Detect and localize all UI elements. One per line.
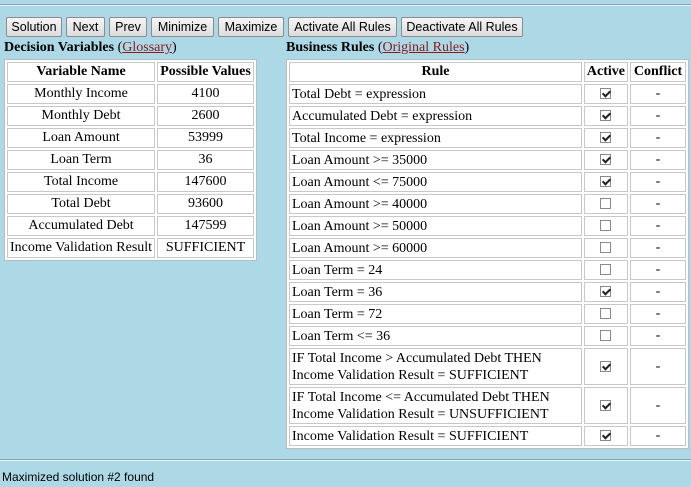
rule-conflict-cell: - bbox=[630, 304, 686, 324]
rule-active-cell bbox=[584, 387, 628, 424]
variable-value-cell: SUFFICIENT bbox=[157, 238, 254, 258]
decision-variables-heading: Decision Variables (Glossary) bbox=[4, 40, 177, 55]
rule-active-checkbox[interactable] bbox=[600, 242, 611, 253]
rule-conflict-cell: - bbox=[630, 128, 686, 148]
variable-row bbox=[7, 172, 254, 192]
rule-row bbox=[289, 304, 686, 324]
rule-text-cell bbox=[289, 172, 582, 192]
variable-name-cell: Accumulated Debt bbox=[7, 216, 155, 236]
rule-text-cell bbox=[289, 216, 582, 236]
rule-conflict-cell: - bbox=[630, 172, 686, 192]
rule-active-checkbox[interactable] bbox=[600, 132, 611, 143]
rule-row bbox=[289, 84, 686, 104]
variable-row bbox=[7, 194, 254, 214]
bottom-divider bbox=[0, 459, 691, 461]
rule-active-cell bbox=[584, 348, 628, 385]
rule-active-checkbox[interactable] bbox=[600, 176, 611, 187]
rule-text-line: Loan Amount <= 75000 bbox=[292, 174, 428, 190]
rule-active-checkbox[interactable] bbox=[600, 330, 611, 341]
rule-active-checkbox[interactable] bbox=[600, 286, 611, 297]
variable-row bbox=[7, 128, 254, 148]
rule-text-line: Total Debt = expression bbox=[292, 86, 427, 102]
rule-text-line: Income Validation Result = SUFFICIENT bbox=[292, 428, 529, 444]
rule-active-cell bbox=[584, 84, 628, 104]
rule-conflict-cell: - bbox=[630, 426, 686, 446]
variable-row bbox=[7, 238, 254, 258]
next-button[interactable]: Next bbox=[66, 17, 105, 37]
rule-text-cell bbox=[289, 260, 582, 280]
rule-text-line: Income Validation Result = SUFFICIENT bbox=[292, 367, 529, 383]
rule-row bbox=[289, 194, 686, 214]
prev-button[interactable]: Prev bbox=[109, 17, 147, 37]
rule-active-cell bbox=[584, 106, 628, 126]
rule-row bbox=[289, 238, 686, 258]
rule-active-cell bbox=[584, 128, 628, 148]
variable-name-cell: Monthly Income bbox=[7, 84, 155, 104]
rule-conflict-cell: - bbox=[630, 216, 686, 236]
rule-text-line: Loan Term = 72 bbox=[292, 306, 383, 322]
top-divider bbox=[0, 4, 691, 6]
rule-active-cell bbox=[584, 194, 628, 214]
rule-text-line: Loan Amount >= 60000 bbox=[292, 240, 428, 256]
rule-text-line: Loan Term <= 36 bbox=[292, 328, 391, 344]
rule-conflict-cell: - bbox=[630, 194, 686, 214]
rule-conflict-cell: - bbox=[630, 84, 686, 104]
variable-row bbox=[7, 150, 254, 170]
rule-text-cell bbox=[289, 150, 582, 170]
rule-row bbox=[289, 426, 686, 446]
rule-text-cell bbox=[289, 387, 582, 424]
rule-active-checkbox[interactable] bbox=[600, 308, 611, 319]
rule-active-checkbox[interactable] bbox=[600, 88, 611, 99]
rule-conflict-cell: - bbox=[630, 238, 686, 258]
deactivate-all-rules-button[interactable]: Deactivate All Rules bbox=[401, 17, 523, 37]
rule-active-checkbox[interactable] bbox=[600, 361, 611, 372]
rule-active-cell bbox=[584, 150, 628, 170]
rule-row bbox=[289, 216, 686, 236]
solution-button[interactable]: Solution bbox=[6, 17, 62, 37]
rule-text-line: Loan Amount >= 40000 bbox=[292, 196, 428, 212]
rule-text-line: Loan Term = 24 bbox=[292, 262, 383, 278]
rule-active-cell bbox=[584, 238, 628, 258]
variable-value-cell: 147600 bbox=[157, 172, 254, 192]
rule-row bbox=[289, 106, 686, 126]
rule-row bbox=[289, 172, 686, 192]
rule-conflict-cell: - bbox=[630, 282, 686, 302]
variable-value-cell: 36 bbox=[157, 150, 254, 170]
glossary-link[interactable]: Glossary bbox=[122, 40, 173, 55]
rule-text-cell bbox=[289, 194, 582, 214]
rule-text-line: Income Validation Result = UNSUFFICIENT bbox=[292, 406, 549, 422]
rule-active-checkbox[interactable] bbox=[600, 400, 611, 411]
rule-active-cell bbox=[584, 304, 628, 324]
variable-value-cell: 93600 bbox=[157, 194, 254, 214]
rule-text-cell bbox=[289, 326, 582, 346]
rule-conflict-cell: - bbox=[630, 326, 686, 346]
rule-header: Rule bbox=[289, 62, 582, 82]
rule-text-cell bbox=[289, 348, 582, 385]
rule-text-cell bbox=[289, 128, 582, 148]
rule-text-cell bbox=[289, 238, 582, 258]
rule-text-line: Total Income = expression bbox=[292, 130, 441, 146]
variable-row bbox=[7, 106, 254, 126]
rule-active-checkbox[interactable] bbox=[600, 220, 611, 231]
rule-row bbox=[289, 260, 686, 280]
rule-active-checkbox[interactable] bbox=[600, 154, 611, 165]
rule-conflict-cell: - bbox=[630, 348, 686, 385]
rule-active-cell bbox=[584, 172, 628, 192]
rule-text-line: Loan Term = 36 bbox=[292, 284, 383, 300]
decision-variables-title: Decision Variables bbox=[4, 40, 115, 55]
variable-row bbox=[7, 84, 254, 104]
rule-row bbox=[289, 348, 686, 385]
rule-active-checkbox[interactable] bbox=[600, 430, 611, 441]
rule-text-line: Loan Amount >= 35000 bbox=[292, 152, 428, 168]
variable-value-cell: 53999 bbox=[157, 128, 254, 148]
active-header: Active bbox=[584, 62, 628, 82]
rule-active-cell bbox=[584, 282, 628, 302]
rule-text-cell bbox=[289, 106, 582, 126]
original-rules-link[interactable]: Original Rules bbox=[382, 40, 465, 55]
variable-name-header: Variable Name bbox=[7, 62, 155, 82]
activate-all-rules-button[interactable]: Activate All Rules bbox=[288, 17, 397, 37]
rule-active-checkbox[interactable] bbox=[600, 198, 611, 209]
variable-name-cell: Loan Term bbox=[7, 150, 155, 170]
rule-conflict-cell: - bbox=[630, 106, 686, 126]
rule-row bbox=[289, 326, 686, 346]
rule-text-cell bbox=[289, 426, 582, 446]
variable-value-cell: 4100 bbox=[157, 84, 254, 104]
variable-value-cell: 2600 bbox=[157, 106, 254, 126]
variable-name-cell: Income Validation Result bbox=[7, 238, 155, 258]
rule-text-cell bbox=[289, 304, 582, 324]
rule-conflict-cell: - bbox=[630, 260, 686, 280]
rule-active-cell bbox=[584, 260, 628, 280]
rule-row bbox=[289, 282, 686, 302]
rule-active-checkbox[interactable] bbox=[600, 264, 611, 275]
variable-name-cell: Total Income bbox=[7, 172, 155, 192]
rule-conflict-cell: - bbox=[630, 150, 686, 170]
rule-text-cell bbox=[289, 84, 582, 104]
rule-text-line: IF Total Income <= Accumulated Debt THEN bbox=[292, 389, 550, 405]
variable-name-cell: Loan Amount bbox=[7, 128, 155, 148]
rule-text-line: Loan Amount >= 50000 bbox=[292, 218, 428, 234]
status-message: Maximized solution #2 found bbox=[2, 470, 155, 484]
variable-name-cell: Monthly Debt bbox=[7, 106, 155, 126]
rule-active-cell bbox=[584, 326, 628, 346]
conflict-header: Conflict bbox=[630, 62, 686, 82]
rule-text-line: IF Total Income > Accumulated Debt THEN bbox=[292, 350, 542, 366]
maximize-button[interactable]: Maximize bbox=[218, 17, 284, 37]
decision-variables-table bbox=[4, 59, 257, 261]
variable-row bbox=[7, 216, 254, 236]
variable-value-cell: 147599 bbox=[157, 216, 254, 236]
business-rules-table bbox=[286, 59, 689, 449]
possible-values-header: Possible Values bbox=[157, 62, 254, 82]
rule-conflict-cell: - bbox=[630, 387, 686, 424]
rule-row bbox=[289, 387, 686, 424]
minimize-button[interactable]: Minimize bbox=[151, 17, 214, 37]
rule-text-line: Accumulated Debt = expression bbox=[292, 108, 473, 124]
rule-text-cell bbox=[289, 282, 582, 302]
rule-active-cell bbox=[584, 426, 628, 446]
rule-row bbox=[289, 128, 686, 148]
variable-name-cell: Total Debt bbox=[7, 194, 155, 214]
business-rules-heading: Business Rules (Original Rules) bbox=[286, 40, 470, 55]
rule-row bbox=[289, 150, 686, 170]
rule-active-checkbox[interactable] bbox=[600, 110, 611, 121]
rule-active-cell bbox=[584, 216, 628, 236]
business-rules-title: Business Rules bbox=[286, 40, 375, 55]
